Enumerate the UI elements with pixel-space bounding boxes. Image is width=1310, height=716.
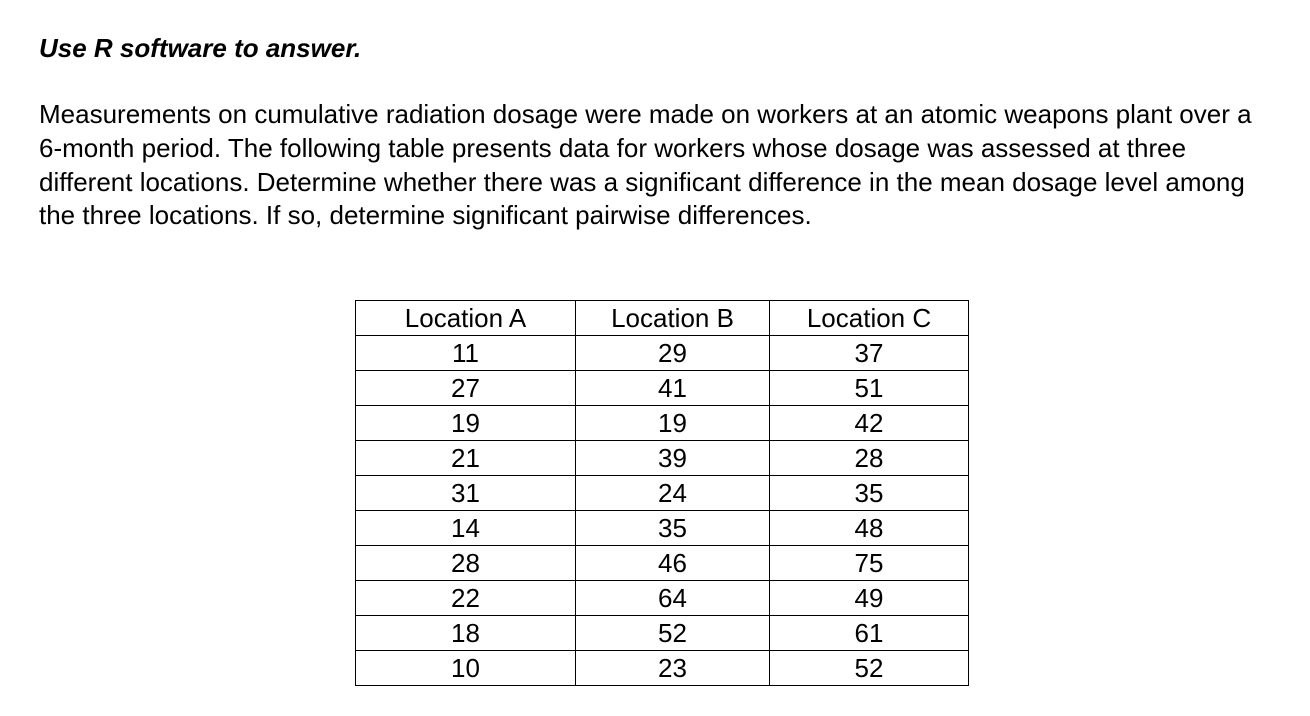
table-row bbox=[356, 441, 969, 476]
cell-location-b: 29 bbox=[576, 336, 770, 371]
table-row bbox=[356, 581, 969, 616]
cell-location-b: 52 bbox=[576, 616, 770, 651]
cell-location-c: 49 bbox=[770, 581, 969, 616]
dosage-table bbox=[355, 300, 969, 686]
cell-location-c: 52 bbox=[770, 651, 969, 686]
cell-location-c: 61 bbox=[770, 616, 969, 651]
cell-location-a: 18 bbox=[356, 616, 576, 651]
table-header-row bbox=[356, 301, 969, 336]
cell-location-c: 37 bbox=[770, 336, 969, 371]
instruction-heading: Use R software to answer. bbox=[39, 33, 362, 63]
cell-location-b: 64 bbox=[576, 581, 770, 616]
table-row bbox=[356, 336, 969, 371]
table-row bbox=[356, 651, 969, 686]
cell-location-a: 22 bbox=[356, 581, 576, 616]
cell-location-b: 19 bbox=[576, 406, 770, 441]
cell-location-c: 42 bbox=[770, 406, 969, 441]
table-row bbox=[356, 406, 969, 441]
cell-location-c: 48 bbox=[770, 511, 969, 546]
cell-location-c: 75 bbox=[770, 546, 969, 581]
cell-location-c: 28 bbox=[770, 441, 969, 476]
problem-statement: Measurements on cumulative radiation dosage were made on workers at an atomic weapons plant over a 6-month period. The following table presents data for workers whose dosage was assessed at three different locations. Determine whether there was a significant difference in the mean dosage level among the three locations. If so, determine significant pairwise differences. bbox=[39, 99, 1252, 231]
cell-location-a: 19 bbox=[356, 406, 576, 441]
cell-location-b: 41 bbox=[576, 371, 770, 406]
cell-location-b: 24 bbox=[576, 476, 770, 511]
table-row bbox=[356, 476, 969, 511]
cell-location-b: 23 bbox=[576, 651, 770, 686]
header-location-a: Location A bbox=[356, 301, 576, 336]
cell-location-a: 21 bbox=[356, 441, 576, 476]
table-row bbox=[356, 546, 969, 581]
table-row bbox=[356, 616, 969, 651]
cell-location-a: 27 bbox=[356, 371, 576, 406]
table-row bbox=[356, 371, 969, 406]
cell-location-c: 35 bbox=[770, 476, 969, 511]
cell-location-b: 39 bbox=[576, 441, 770, 476]
cell-location-a: 10 bbox=[356, 651, 576, 686]
header-location-b: Location B bbox=[576, 301, 770, 336]
cell-location-b: 46 bbox=[576, 546, 770, 581]
cell-location-c: 51 bbox=[770, 371, 969, 406]
cell-location-b: 35 bbox=[576, 511, 770, 546]
cell-location-a: 31 bbox=[356, 476, 576, 511]
cell-location-a: 28 bbox=[356, 546, 576, 581]
table-row bbox=[356, 511, 969, 546]
cell-location-a: 11 bbox=[356, 336, 576, 371]
cell-location-a: 14 bbox=[356, 511, 576, 546]
header-location-c: Location C bbox=[770, 301, 969, 336]
